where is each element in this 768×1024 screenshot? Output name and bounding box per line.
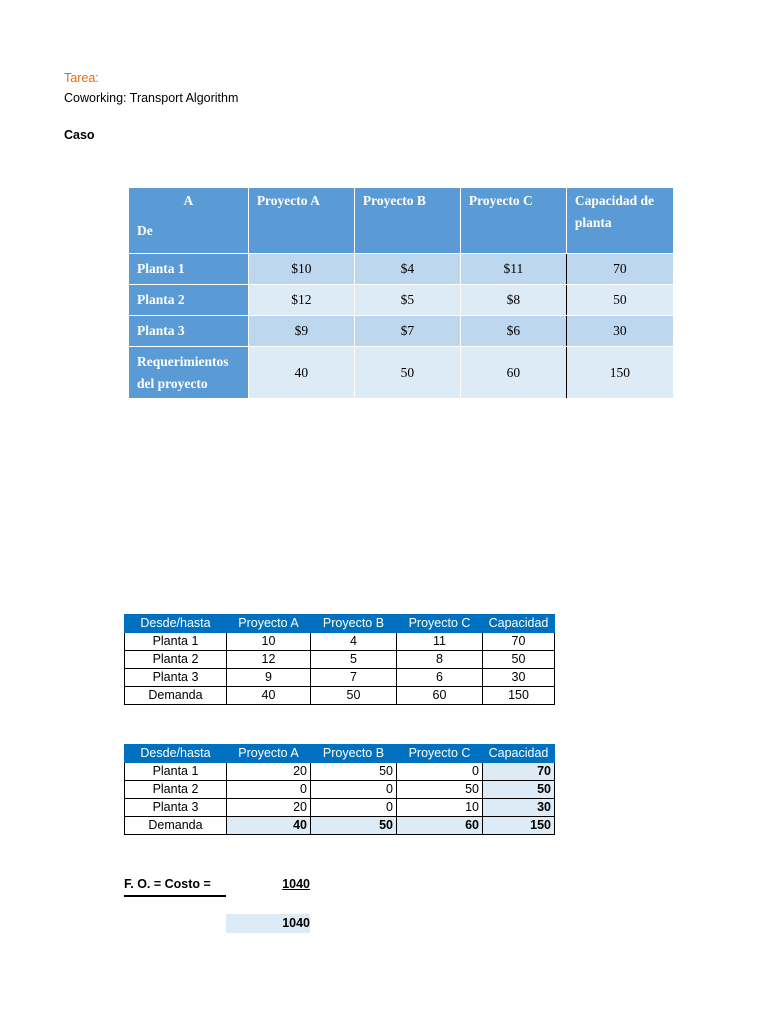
case-cell: $10 [248,254,354,285]
row-label[interactable]: Planta 2 [125,781,227,799]
case-row-label: Planta 3 [129,316,249,347]
cell[interactable]: 150 [483,687,555,705]
col-header: Proyecto C [397,745,483,763]
table-row [125,799,555,817]
case-row-label: Planta 2 [129,285,249,316]
case-table-wrapper [128,187,674,405]
row-label[interactable]: Planta 1 [125,633,227,651]
cell[interactable]: 50 [311,763,397,781]
case-cell: $8 [460,285,566,316]
cell[interactable]: 0 [311,781,397,799]
table-row [125,781,555,799]
table-row [125,651,555,669]
case-table-row [129,254,674,285]
task-subtitle: Coworking: Transport Algorithm [64,91,239,105]
objective-value-check[interactable]: 1040 [226,914,310,933]
cell[interactable]: 0 [227,781,311,799]
task-label: Tarea: [64,71,99,85]
case-header-corner [129,188,249,254]
objective-label: F. O. = Costo = [124,877,226,897]
case-table-row [129,285,674,316]
cell[interactable]: 6 [397,669,483,687]
case-col-header: Capacidad de planta [566,188,673,254]
cell[interactable]: 150 [483,817,555,835]
objective-value[interactable]: 1040 [282,877,310,891]
cell[interactable]: 70 [483,763,555,781]
cell[interactable]: 50 [483,781,555,799]
case-cell: 70 [566,254,673,285]
col-header: Desde/hasta [125,615,227,633]
table-row [125,763,555,781]
table-row [125,633,555,651]
cell[interactable]: 10 [397,799,483,817]
cell[interactable]: 4 [311,633,397,651]
case-row-label: Planta 1 [129,254,249,285]
allocation-table [124,744,555,835]
cell[interactable]: 7 [311,669,397,687]
case-heading: Caso [64,128,95,142]
case-cell: 50 [566,285,673,316]
case-cell: $12 [248,285,354,316]
cell[interactable]: 50 [311,817,397,835]
case-cell: $11 [460,254,566,285]
case-cell: 30 [566,316,673,347]
cell[interactable]: 30 [483,799,555,817]
case-cell: $4 [354,254,460,285]
case-table-row [129,316,674,347]
cell[interactable]: 8 [397,651,483,669]
cost-table-header-row [125,615,555,633]
cell[interactable]: 20 [227,763,311,781]
row-label[interactable]: Planta 3 [125,669,227,687]
cell[interactable]: 60 [397,687,483,705]
col-header: Capacidad [483,615,555,633]
table-row [125,669,555,687]
case-table [128,187,674,399]
case-cell: 150 [566,347,673,399]
cell[interactable]: 30 [483,669,555,687]
row-label[interactable]: Demanda [125,687,227,705]
cell[interactable]: 40 [227,817,311,835]
row-label[interactable]: Demanda [125,817,227,835]
row-label[interactable]: Planta 3 [125,799,227,817]
cell[interactable]: 40 [227,687,311,705]
cell[interactable]: 9 [227,669,311,687]
case-col-header: Proyecto C [460,188,566,254]
cell[interactable]: 50 [311,687,397,705]
cell[interactable]: 50 [397,781,483,799]
row-label[interactable]: Planta 1 [125,763,227,781]
col-header: Proyecto A [227,615,311,633]
case-cell: $7 [354,316,460,347]
case-cell: 60 [460,347,566,399]
col-header: Proyecto B [311,745,397,763]
case-cell: 40 [248,347,354,399]
case-table-header-row [129,188,674,254]
row-label[interactable]: Planta 2 [125,651,227,669]
col-header: Proyecto A [227,745,311,763]
case-header-de: De [137,223,153,238]
cell[interactable]: 10 [227,633,311,651]
case-cell: $6 [460,316,566,347]
case-header-a: A [183,193,194,208]
cost-table [124,614,555,705]
cell[interactable]: 70 [483,633,555,651]
cell[interactable]: 12 [227,651,311,669]
col-header: Desde/hasta [125,745,227,763]
cell[interactable]: 0 [311,799,397,817]
case-cell: 50 [354,347,460,399]
case-col-header: Proyecto B [354,188,460,254]
case-row-label: Requerimientos del proyecto [129,347,249,399]
table-row [125,817,555,835]
cell[interactable]: 0 [397,763,483,781]
col-header: Proyecto C [397,615,483,633]
cell[interactable]: 20 [227,799,311,817]
case-cell: $9 [248,316,354,347]
col-header: Capacidad [483,745,555,763]
cell[interactable]: 5 [311,651,397,669]
case-table-row [129,347,674,399]
cell[interactable]: 50 [483,651,555,669]
col-header: Proyecto B [311,615,397,633]
cell[interactable]: 11 [397,633,483,651]
case-col-header: Proyecto A [248,188,354,254]
case-cell: $5 [354,285,460,316]
table-row [125,687,555,705]
cell[interactable]: 60 [397,817,483,835]
allocation-table-header-row [125,745,555,763]
